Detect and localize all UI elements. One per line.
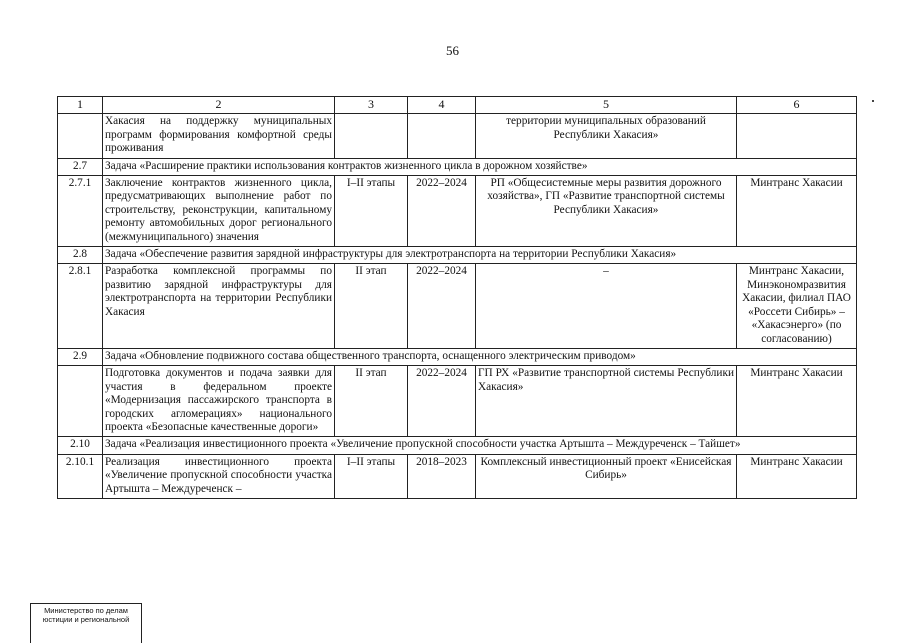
- period-cell: [408, 114, 476, 158]
- row-number: [58, 114, 103, 158]
- measure-description: Хакасия на поддержку муниципальных программ формирования комфортной среды проживания: [103, 114, 335, 158]
- period-cell: 2022–2024: [408, 264, 476, 348]
- program-cell: Комплексный инвестиционный проект «Енисейская Сибирь»: [476, 454, 737, 498]
- stage-cell: II этап: [335, 366, 408, 437]
- table-row: [58, 454, 857, 498]
- executor-cell: Минтранс Хакасии: [737, 176, 857, 247]
- task-title: Задача «Обновление подвижного состава общественного транспорта, оснащенного электрическим приводом»: [103, 348, 857, 365]
- ministry-stamp: [30, 603, 142, 643]
- header-cell: 2: [103, 97, 335, 114]
- stage-cell: I–II этапы: [335, 176, 408, 247]
- scan-mark: [872, 100, 874, 102]
- header-cell: 4: [408, 97, 476, 114]
- period-cell: 2022–2024: [408, 366, 476, 437]
- row-number: [58, 366, 103, 437]
- header-cell: 6: [737, 97, 857, 114]
- task-row: [58, 158, 857, 175]
- executor-cell: [737, 114, 857, 158]
- period-cell: 2022–2024: [408, 176, 476, 247]
- row-number: 2.7.1: [58, 176, 103, 247]
- row-number: 2.8.1: [58, 264, 103, 348]
- measures-table: [57, 96, 857, 499]
- task-title: Задача «Расширение практики использования контрактов жизненного цикла в дорожном хозяйстве»: [103, 158, 857, 175]
- task-title: Задача «Реализация инвестиционного проекта «Увеличение пропускной способности участка Артышта – Междуреченск – Тайшет»: [103, 437, 857, 454]
- measure-description: Реализация инвестиционного проекта «Увеличение пропускной способности участка Артышта – Междуреченск –: [103, 454, 335, 498]
- header-cell: 1: [58, 97, 103, 114]
- program-cell: территории муниципальных образований Республики Хакасия»: [476, 114, 737, 158]
- executor-cell: Минтранс Хакасии, Минэкономразвития Хакасии, филиал ПАО «Россети Сибирь» – «Хакасэнерго» (по согласованию): [737, 264, 857, 348]
- program-cell: ГП РХ «Развитие транспортной системы Республики Хакасия»: [476, 366, 737, 437]
- stage-cell: II этап: [335, 264, 408, 348]
- row-number: 2.10.1: [58, 454, 103, 498]
- stamp-line: Министерство по делам: [44, 606, 128, 615]
- measure-description: Разработка комплексной программы по развитию зарядной инфраструктуры для электротранспорта на территории Республики Хакасия: [103, 264, 335, 348]
- task-row: [58, 348, 857, 365]
- stamp-line: юстиции и региональной: [42, 615, 130, 624]
- table-row: [58, 176, 857, 247]
- task-title: Задача «Обеспечение развития зарядной инфраструктуры для электротранспорта на территории Республики Хакасия»: [103, 247, 857, 264]
- program-cell: –: [476, 264, 737, 348]
- period-cell: 2018–2023: [408, 454, 476, 498]
- task-row: [58, 247, 857, 264]
- stage-cell: [335, 114, 408, 158]
- task-number: 2.10: [58, 437, 103, 454]
- header-cell: 5: [476, 97, 737, 114]
- task-number: 2.8: [58, 247, 103, 264]
- measure-description: Заключение контрактов жизненного цикла, предусматривающих выполнение работ по строительству, реконструкции, капитальному ремонту автомобильных дорог регионального (межмуниципального) значения: [103, 176, 335, 247]
- header-cell: 3: [335, 97, 408, 114]
- page-number: 56: [446, 43, 459, 58]
- table-row: [58, 366, 857, 437]
- program-cell: РП «Общесистемные меры развития дорожного хозяйства», ГП «Развитие транспортной системы Республики Хакасия»: [476, 176, 737, 247]
- task-number: 2.9: [58, 348, 103, 365]
- task-row: [58, 437, 857, 454]
- table-row: [58, 114, 857, 158]
- table-row: [58, 264, 857, 348]
- executor-cell: Минтранс Хакасии: [737, 366, 857, 437]
- measure-description: Подготовка документов и подача заявки для участия в федеральном проекте «Модернизация пассажирского транспорта в городских агломерациях» национального проекта «Безопасные качественные дороги»: [103, 366, 335, 437]
- task-number: 2.7: [58, 158, 103, 175]
- executor-cell: Минтранс Хакасии: [737, 454, 857, 498]
- stage-cell: I–II этапы: [335, 454, 408, 498]
- header-row: [58, 97, 857, 114]
